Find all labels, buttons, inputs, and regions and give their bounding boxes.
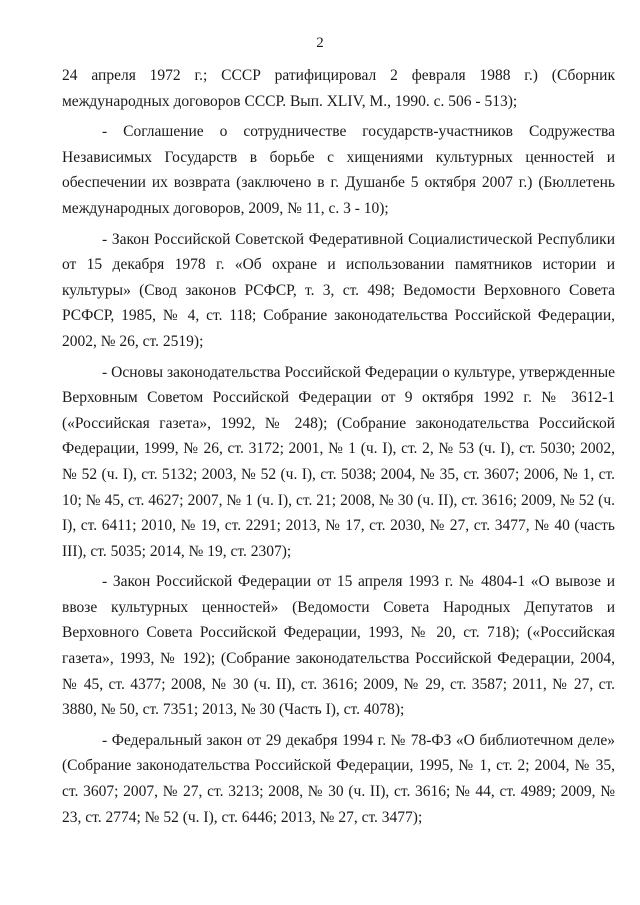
document-body [62,63,615,835]
paragraph-rsfsr-law-1978: - Закон Российской Советской Федеративной Социалистической Республики от 15 декабря 1978 г. «Об охране и использовании памятников истории и культуры» (Свод законов РСФСР, т. 3, ст. 498; Ведомости Верховного Совета РСФСР, 1985, № 4, ст. 118; Собрание законодательства Российской Федерации, 2002, № 26, ст. 2519); [62,230,615,350]
paragraph-culture-fundamentals-1992: - Основы законодательства Российской Федерации о культуре, утвержденные Верховным Советом Российской Федерации от 9 октября 1992 г. № 3612-1 («Российская газета», 1992, № 248); (Собрание законодательства Российской Федерации, 1999, № 26, ст. 3172; 2001, № 1 (ч. I), ст. 2, № 53 (ч. I), ст. 5030; 2002, № 52 (ч. I), ст. 5132; 2003, № 52 (ч. I), ст. 5038; 2004, № 35, ст. 3607; 2006, № 1, ст. 10; № 45, ст. 4627; 2007, № 1 (ч. I), ст. 21; 2008, № 30 (ч. II), ст. 3616; 2009, № 52 (ч. I), ст. 6411; 2010, № 19, ст. 2291; 2013, № 17, ст. 2030, № 27, ст. 3477, № 40 (часть III), ст. 5035; 2014, № 19, ст. 2307); [62,363,615,560]
paragraph-continuation-treaty-1972: 24 апреля 1972 г.; СССР ратифицировал 2 февраля 1988 г.) (Сборник международных договоров СССР. Вып. XLIV, М., 1990. с. 506 - 513); [62,67,615,110]
paragraph-library-law-1994: - Федеральный закон от 29 декабря 1994 г. № 78-ФЗ «О библиотечном деле» (Собрание законодательства Российской Федерации, 1995, № 1, ст. 2; 2004, № 35, ст. 3607; 2007, № 27, ст. 3213; 2008, № 30 (ч. II), ст. 3616; № 44, ст. 4989; 2009, № 23, ст. 2774; № 52 (ч. I), ст. 6446; 2013, № 27, ст. 3477); [62,731,615,826]
paragraph-cis-agreement-2007: - Соглашение о сотрудничестве государств-участников Содружества Независимых Государств в борьбе с хищениями культурных ценностей и обеспечении их возврата (заключено в г. Душанбе 5 октября 2007 г.) (Бюллетень международных договоров, 2009, № 11, с. 3 - 10); [62,123,615,217]
paragraph-export-import-law-1993: - Закон Российской Федерации от 15 апреля 1993 г. № 4804-1 «О вывозе и ввозе культурных ценностей» (Ведомости Совета Народных Депутатов и Верховного Совета Российской Федерации, 1993, № 20, ст. 718); («Российская газета», 1993, № 192); (Собрание законодательства Российской Федерации, 2004, № 45, ст. 4377; 2008, № 30 (ч. II), ст. 3616; 2009, № 29, ст. 3587; 2011, № 27, ст. 3880, № 50, ст. 7351; 2013, № 30 (Часть I), ст. 4078); [62,573,615,719]
page-number: 2 [316,35,324,51]
